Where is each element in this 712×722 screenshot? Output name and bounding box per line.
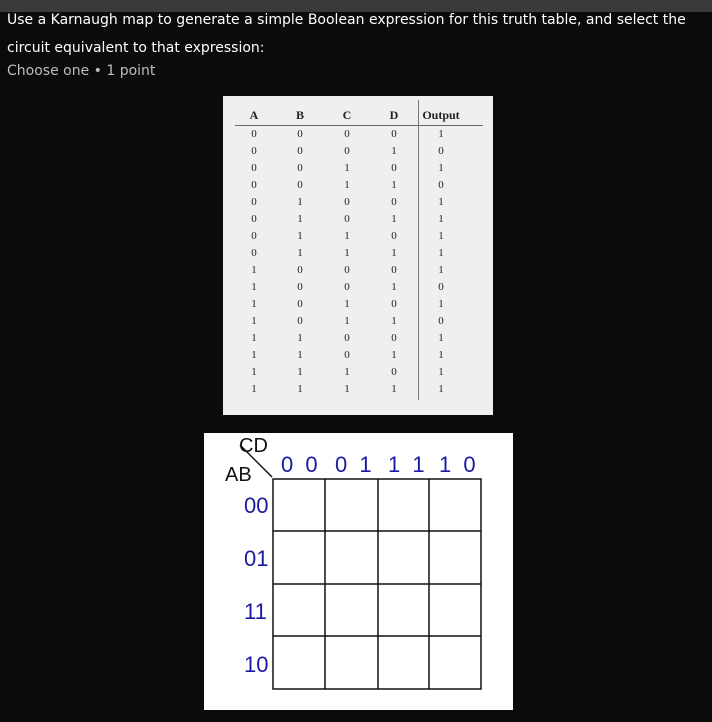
truth-table-cell: 0: [297, 179, 303, 191]
truth-table-cell: 1: [344, 247, 350, 259]
truth-table-cell: 1: [344, 383, 350, 395]
truth-table-cell: 1: [344, 230, 350, 242]
kmap-row-header: 01: [244, 546, 269, 571]
truth-table-cell: 1: [438, 230, 444, 242]
truth-table-cell: 0: [391, 264, 397, 276]
truth-table-cell: 0: [438, 315, 444, 327]
truth-table-cell: 0: [251, 179, 257, 191]
truth-table-cell: 1: [344, 298, 350, 310]
truth-table-cell: 1: [344, 162, 350, 174]
truth-table-cell: 0: [251, 247, 257, 259]
truth-table-cell: 0: [344, 196, 350, 208]
truth-table-cell: 0: [251, 162, 257, 174]
truth-table-cell: 0: [391, 128, 397, 140]
truth-table-cell: 1: [438, 264, 444, 276]
truth-table-cell: 0: [251, 230, 257, 242]
truth-table-cell: 1: [251, 332, 257, 344]
truth-table-cell: 0: [391, 230, 397, 242]
truth-table-cell: 0: [391, 196, 397, 208]
truth-table-cell: 0: [251, 128, 257, 140]
truth-table-cell: 0: [344, 145, 350, 157]
truth-table-cell: 1: [297, 230, 303, 242]
truth-table-cell: 1: [251, 264, 257, 276]
truth-table-cell: 1: [438, 213, 444, 225]
truth-table-cell: 1: [438, 128, 444, 140]
truth-table-cell: 0: [344, 281, 350, 293]
karnaugh-map-image: [204, 433, 513, 710]
truth-table-cell: 0: [297, 281, 303, 293]
truth-table-cell: 1: [391, 349, 397, 361]
truth-table-cell: 1: [438, 383, 444, 395]
truth-table-header-rule: [235, 125, 483, 126]
truth-table-cell: 0: [391, 162, 397, 174]
truth-table-cell: 0: [438, 179, 444, 191]
truth-table-cell: 1: [297, 196, 303, 208]
truth-table-image: [223, 96, 493, 415]
truth-table-cell: 1: [391, 281, 397, 293]
truth-table-cell: 1: [297, 247, 303, 259]
truth-table-cell: 0: [344, 128, 350, 140]
truth-table-cell: 1: [297, 366, 303, 378]
truth-table-header-b: B: [295, 108, 304, 122]
truth-table-cell: 1: [251, 366, 257, 378]
truth-table-cell: 0: [344, 264, 350, 276]
truth-table-cell: 1: [438, 349, 444, 361]
kmap-row-header: 11: [244, 599, 267, 624]
truth-table-cell: 0: [438, 145, 444, 157]
truth-table-header-output: Output: [422, 108, 460, 122]
truth-table-cell: 0: [297, 145, 303, 157]
truth-table-cell: 1: [391, 213, 397, 225]
truth-table-output-divider: [418, 100, 419, 400]
truth-table-cell: 0: [391, 332, 397, 344]
truth-table-cell: 1: [391, 179, 397, 191]
truth-table-cell: 1: [391, 315, 397, 327]
truth-table-cell: 0: [251, 145, 257, 157]
kmap-column-header: 0 0: [281, 452, 321, 477]
kmap-row-header: 10: [244, 652, 269, 677]
truth-table-cell: 1: [391, 383, 397, 395]
truth-table-cell: 0: [344, 349, 350, 361]
truth-table-cell: 1: [438, 196, 444, 208]
truth-table-cell: 1: [438, 247, 444, 259]
truth-table-cell: 0: [344, 332, 350, 344]
truth-table-cell: 1: [438, 366, 444, 378]
truth-table-cell: 0: [297, 264, 303, 276]
truth-table-header-d: D: [389, 108, 399, 122]
truth-table-cell: 1: [297, 383, 303, 395]
truth-table-cell: 1: [438, 298, 444, 310]
truth-table-cell: 0: [297, 315, 303, 327]
kmap-ab-label: AB: [225, 464, 252, 486]
truth-table-cell: 1: [344, 315, 350, 327]
truth-table-cell: 1: [251, 383, 257, 395]
truth-table-cell: 1: [438, 162, 444, 174]
truth-table-cell: 1: [297, 213, 303, 225]
truth-table-cell: 1: [391, 145, 397, 157]
truth-table-cell: 1: [391, 247, 397, 259]
kmap-row-header: 00: [244, 493, 269, 518]
truth-table-cell: 0: [251, 213, 257, 225]
kmap-column-header: 1 1: [388, 452, 428, 477]
truth-table-cell: 0: [391, 298, 397, 310]
truth-table-cell: 1: [251, 298, 257, 310]
truth-table-cell: 0: [297, 298, 303, 310]
truth-table-cell: 1: [344, 179, 350, 191]
truth-table-cell: 1: [297, 332, 303, 344]
kmap-column-header: 1 0: [439, 452, 479, 477]
truth-table-cell: 1: [251, 349, 257, 361]
truth-table-cell: 0: [297, 162, 303, 174]
kmap-column-header: 0 1: [335, 452, 375, 477]
truth-table-cell: 1: [251, 315, 257, 327]
kmap-cd-label: CD: [239, 435, 268, 457]
truth-table-cell: 1: [297, 349, 303, 361]
question-text: Use a Karnaugh map to generate a simple Boolean expression for this truth table, and select the circuit equivalent to that expression:: [7, 12, 686, 56]
truth-table-header-a: A: [249, 108, 259, 122]
truth-table-cell: 0: [391, 366, 397, 378]
truth-table-cell: 0: [297, 128, 303, 140]
truth-table-cell: 1: [251, 281, 257, 293]
truth-table-header-c: C: [342, 108, 352, 122]
truth-table-cell: 0: [344, 213, 350, 225]
truth-table-cell: 0: [251, 196, 257, 208]
truth-table-cell: 0: [438, 281, 444, 293]
truth-table-cell: 1: [344, 366, 350, 378]
truth-table-cell: 1: [438, 332, 444, 344]
question-meta: Choose one • 1 point: [7, 63, 156, 79]
